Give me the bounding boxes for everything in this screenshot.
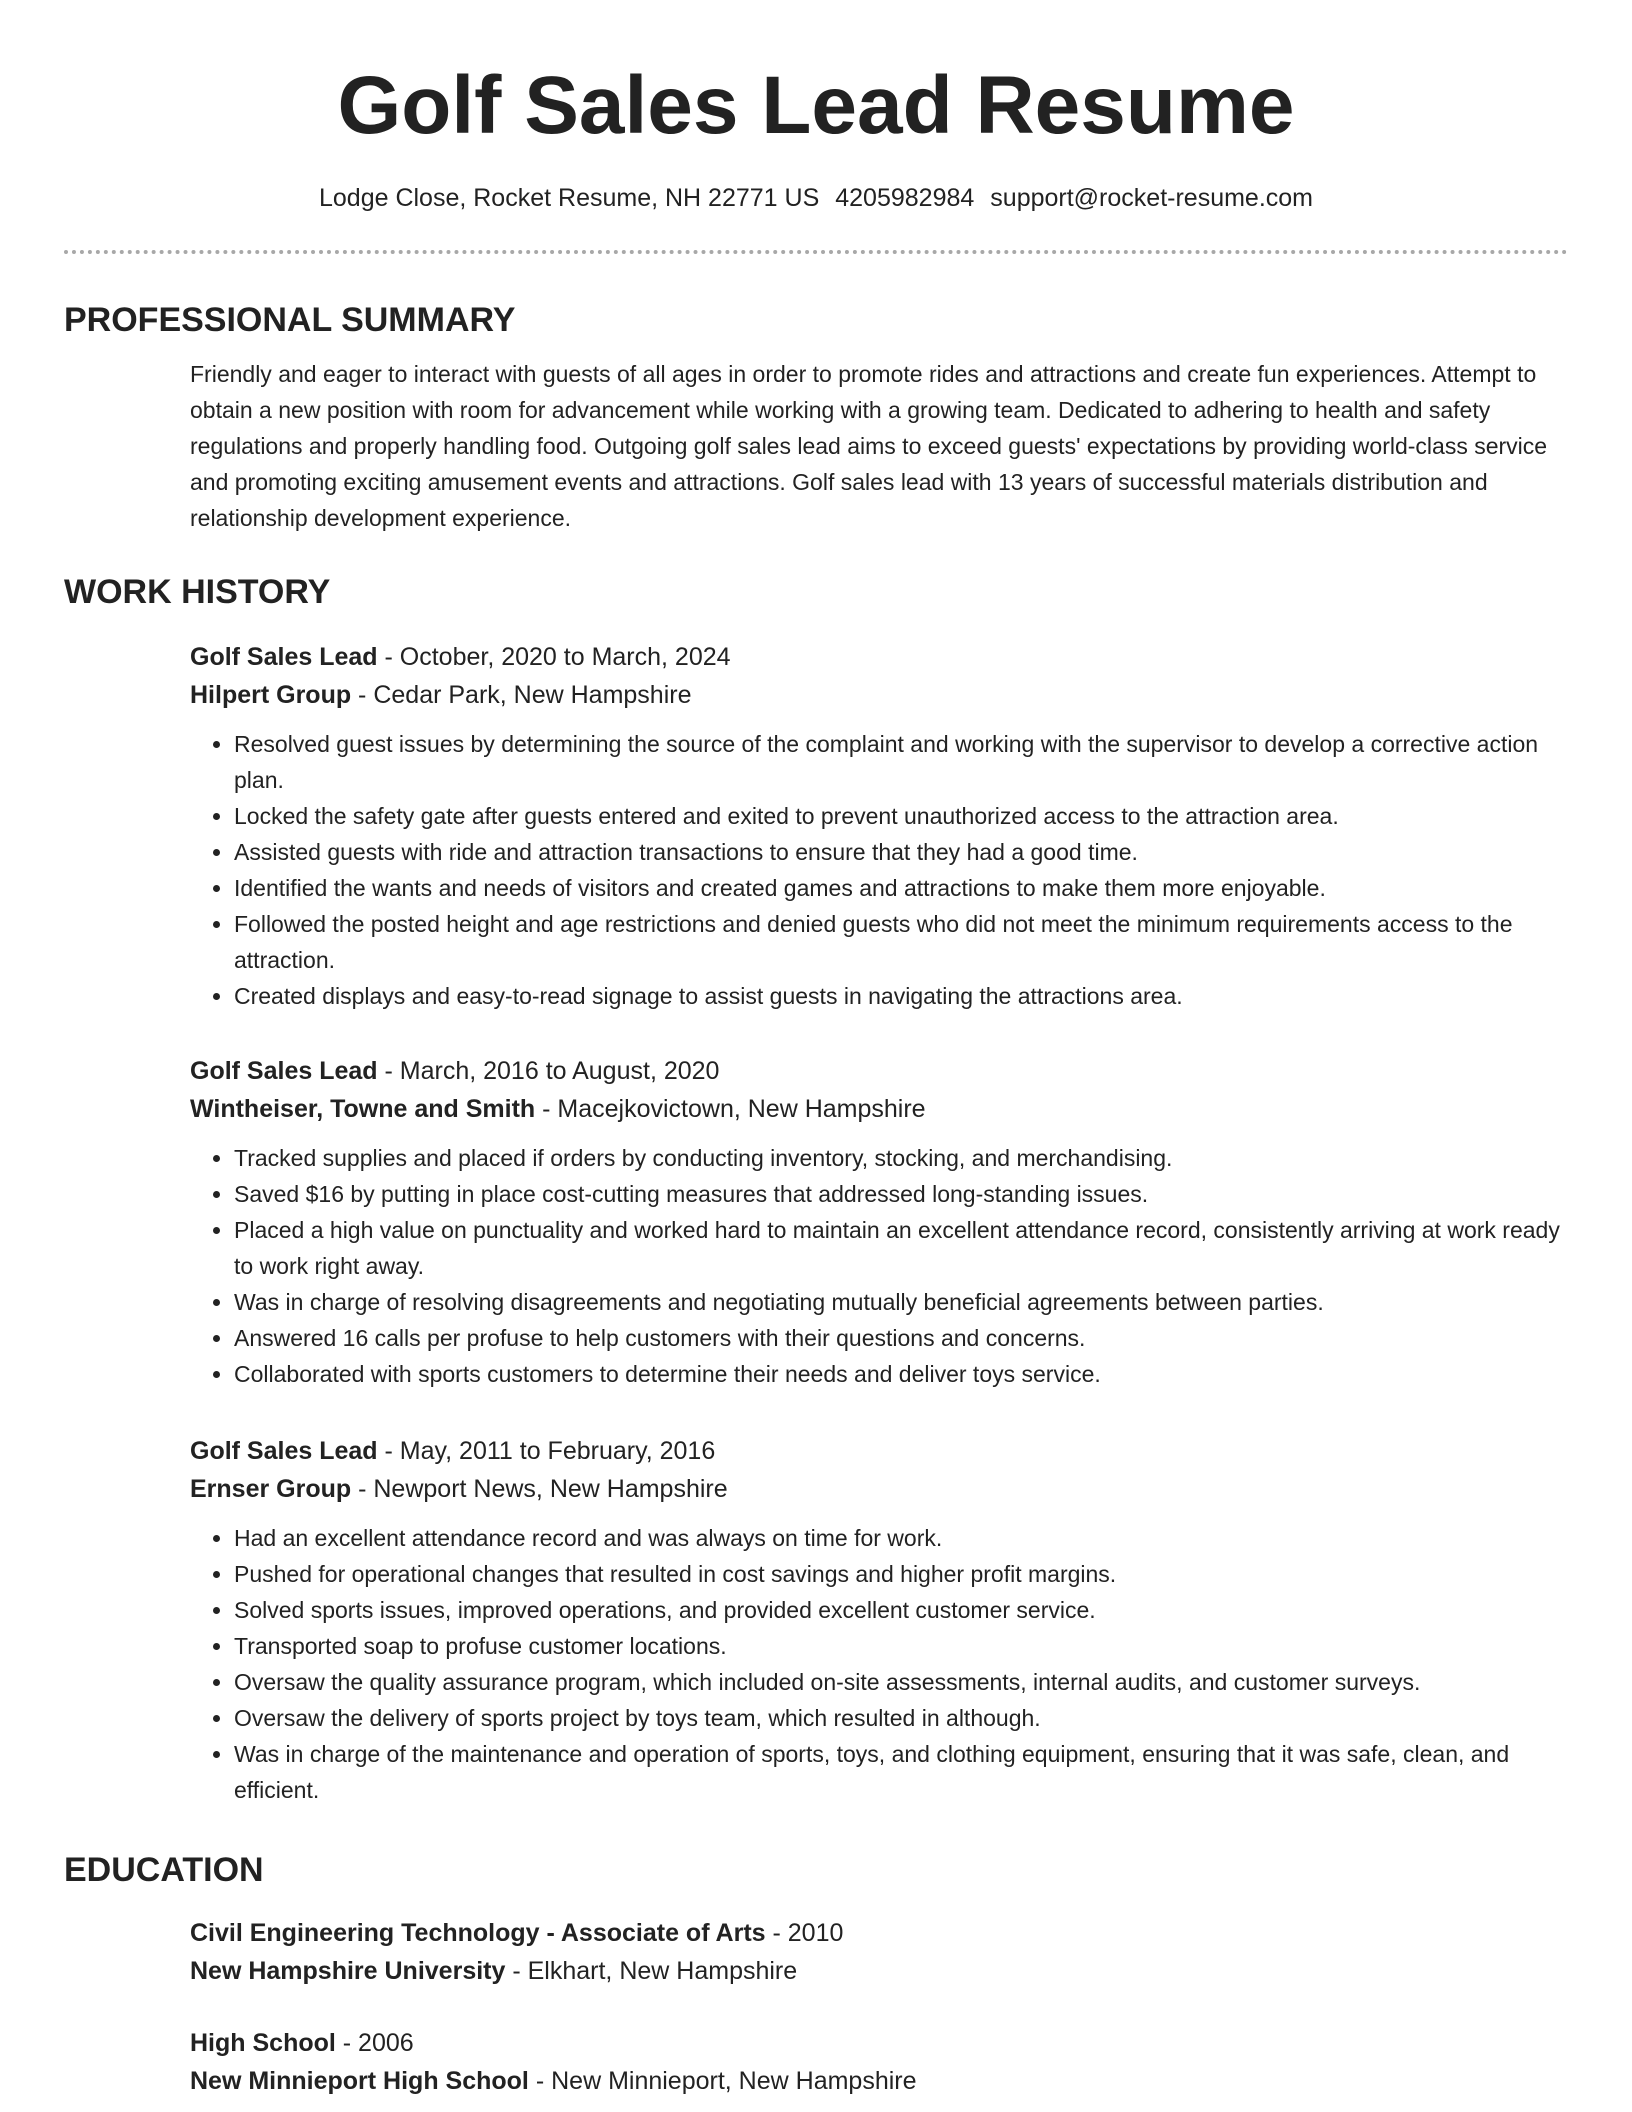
contact-email[interactable]: support@rocket-resume.com [990,184,1314,212]
resume-title: Golf Sales Lead Resume [337,60,1295,151]
education-heading: EDUCATION [64,1851,264,1889]
employer-line [190,676,1568,714]
employer-location: - Cedar Park, New Hampshire [351,681,692,709]
job-title-line [190,638,1568,676]
job-title-line [190,1052,1568,1090]
summary-text: Friendly and eager to interact with guests of all ages in order to promote rides and attractions and create fun experiences. Attempt to obtain a new position with room for advancement while working with a growing team. Dedicated to adhering to health and safety regulations and properly handling food. Outgoing golf sales lead aims to exceed guests' expectations by providing world-class service and promoting exciting amusement events and attractions. Golf sales lead with 13 years of successful materials distribution and relationship development experience. [190,361,1548,531]
school-location: - New Minnieport, New Hampshire [528,2067,917,2095]
job-title: Golf Sales Lead [190,1057,378,1085]
contact-address: Lodge Close, Rocket Resume, NH 22771 US [318,184,820,212]
employer-name: Hilpert Group [190,681,352,709]
job-bullet: • Answered 16 calls per profuse to help customers with their questions and concerns. [234,1320,1568,1356]
job-bullet: • Collaborated with sports customers to determine their needs and deliver toys service. [234,1356,1568,1392]
job-bullets [190,1520,1568,1808]
job-bullet: • Identified the wants and needs of visitors and created games and attractions to make them more enjoyable. [234,870,1568,906]
degree-line [190,1914,1568,1952]
employer-name: Wintheiser, Towne and Smith [190,1095,536,1123]
job-bullet: • Oversaw the delivery of sports project by toys team, which resulted in although. [234,1700,1568,1736]
job-bullet: • Was in charge of the maintenance and operation of sports, toys, and clothing equipment, ensuring that it was safe, clean, and efficient. [234,1736,1568,1808]
employer-name: Ernser Group [190,1475,352,1503]
summary-section [64,298,1568,536]
job-bullet: • Locked the safety gate after guests entered and exited to prevent unauthorized access to the attraction area. [234,798,1568,834]
job-bullet: • Solved sports issues, improved operations, and provided excellent customer service. [234,1592,1568,1628]
school-location: - Elkhart, New Hampshire [505,1957,798,1985]
job-bullet: • Transported soap to profuse customer locations. [234,1628,1568,1664]
school-name: New Hampshire University [190,1957,506,1985]
education-entry [64,2024,1568,2100]
job-bullet: • Had an excellent attendance record and was always on time for work. [234,1520,1568,1556]
job-bullet: • Followed the posted height and age restrictions and denied guests who did not meet the minimum requirements access to the attraction. [234,906,1568,978]
job-bullets [190,726,1568,1014]
job-bullet: • Pushed for operational changes that resulted in cost savings and higher profit margins. [234,1556,1568,1592]
work-history-section [64,570,1568,614]
employer-line [190,1470,1568,1508]
summary-heading: PROFESSIONAL SUMMARY [64,301,516,339]
education-section [64,1848,1568,1892]
job-dates: - October, 2020 to March, 2024 [377,643,731,671]
employer-location: - Macejkovictown, New Hampshire [535,1095,926,1123]
school-name: New Minnieport High School [190,2067,529,2095]
job-bullet: • Placed a high value on punctuality and worked hard to maintain an excellent attendance record, consistently arriving at work ready to work right away. [234,1212,1568,1284]
school-line [190,2062,1568,2100]
job-title-line [190,1432,1568,1470]
education-entry [64,1914,1568,1990]
degree-name: Civil Engineering Technology - Associate of Arts [190,1919,766,1947]
contact-line [0,180,1632,216]
school-line [190,1952,1568,1990]
contact-phone: 4205982984 [835,184,975,212]
job-dates: - May, 2011 to February, 2016 [377,1437,716,1465]
job-bullet: • Created displays and easy-to-read signage to assist guests in navigating the attractions area. [234,978,1568,1014]
job-bullet: • Saved $16 by putting in place cost-cutting measures that addressed long-standing issues. [234,1176,1568,1212]
job-title: Golf Sales Lead [190,643,378,671]
job-bullet: • Assisted guests with ride and attraction transactions to ensure that they had a good time. [234,834,1568,870]
job-bullet: • Was in charge of resolving disagreements and negotiating mutually beneficial agreements between parties. [234,1284,1568,1320]
job-bullet: • Tracked supplies and placed if orders by conducting inventory, stocking, and merchandising. [234,1140,1568,1176]
job-entry [64,638,1568,1014]
job-bullet: • Oversaw the quality assurance program, which included on-site assessments, internal audits, and customer surveys. [234,1664,1568,1700]
job-bullet: • Resolved guest issues by determining the source of the complaint and working with the supervisor to develop a corrective action plan. [234,726,1568,798]
job-entry [64,1432,1568,1808]
employer-line [190,1090,1568,1128]
degree-year: - 2010 [765,1919,844,1947]
work-history-heading: WORK HISTORY [64,573,331,611]
header-divider [64,250,1568,254]
job-dates: - March, 2016 to August, 2020 [377,1057,720,1085]
job-entry [64,1052,1568,1392]
degree-line [190,2024,1568,2062]
degree-name: High School [190,2029,336,2057]
employer-location: - Newport News, New Hampshire [351,1475,728,1503]
job-bullets [190,1140,1568,1392]
degree-year: - 2006 [335,2029,414,2057]
job-title: Golf Sales Lead [190,1437,378,1465]
